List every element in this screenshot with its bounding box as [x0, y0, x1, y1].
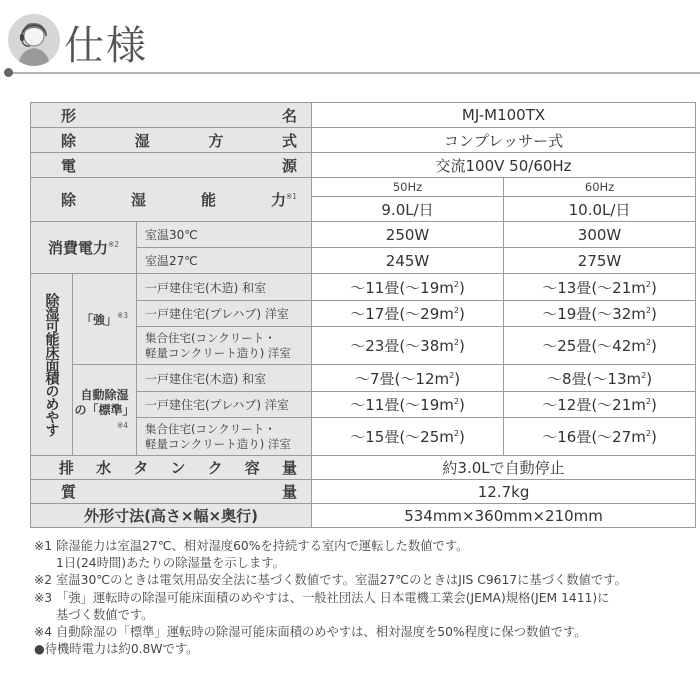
consumption-label-cell — [31, 222, 137, 274]
standard-1-50hz: ～11畳$(\sim 19m^2)$ — [312, 392, 504, 418]
area-label: 除湿可能床面積のめやす — [43, 293, 60, 436]
footnote-2: ※2 室温30℃のときは電気用品安全法に基づく数値です。室温27℃のときはJIS C9617に基づく数値です。 — [34, 573, 627, 588]
standard-house-2-cell — [137, 418, 312, 456]
strong-house-2-cell — [137, 327, 312, 365]
standby-power-note: ● 待機時電力は約0.8Wです。 — [34, 642, 199, 657]
consumption-cond-30: 室温30℃ — [137, 222, 312, 248]
size-value: 534mm×360mm×210mm — [312, 504, 696, 528]
size-label: 外形寸法(高さ×幅×奥行) — [84, 507, 258, 525]
row-area-strong-0 — [31, 274, 696, 301]
area-label-cell — [31, 274, 73, 456]
row-weight — [31, 480, 696, 504]
strong-0-50hz: ～11畳$(\sim 19m^2)$ — [312, 274, 504, 301]
strong-label-cell — [73, 274, 137, 365]
capacity-note: ※1 — [285, 192, 298, 201]
row-power-source — [31, 153, 696, 178]
capacity-label-cell — [31, 178, 312, 222]
consumption-27-50hz: 245W — [312, 248, 504, 274]
standard-2-60hz: ～16畳$(\sim 27m^2)$ — [504, 418, 696, 456]
standard-0-60hz: ～8畳$(\sim 13m^2)$ — [504, 365, 696, 392]
standard-house-1: 一戸建住宅(プレハブ) 洋室 — [137, 392, 312, 418]
weight-label: 質 量 — [61, 483, 298, 501]
consumption-cond-27: 室温27℃ — [137, 248, 312, 274]
strong-house-2b: 軽量コンクリート造り) 洋室 — [145, 345, 291, 360]
method-value: コンプレッサー式 — [312, 128, 696, 153]
consumption-27-60hz: 275W — [504, 248, 696, 274]
footnotes — [34, 538, 696, 658]
row-tank — [31, 456, 696, 480]
method-label-cell — [31, 128, 312, 153]
strong-2-50hz: ～23畳$(\sim 38m^2)$ — [312, 327, 504, 365]
spec-table — [30, 102, 696, 528]
standard-note: ※4 — [116, 420, 128, 430]
method-label: 除 湿 方 式 — [61, 131, 298, 150]
header-divider-dot — [4, 68, 13, 77]
hz50-header: 50Hz — [312, 178, 504, 197]
consumption-30-50hz: 250W — [312, 222, 504, 248]
strong-label: 「強」 — [80, 313, 117, 327]
strong-house-1: 一戸建住宅(プレハブ) 洋室 — [137, 301, 312, 327]
consumption-note: ※2 — [107, 240, 120, 249]
row-size — [31, 504, 696, 528]
footnote-4: ※4 自動除湿の「標準」運転時の除湿可能床面積のめやすは、相対湿度を50%程度に保つ数値です。 — [34, 625, 587, 640]
model-value: MJ-M100TX — [312, 103, 696, 128]
page-title: 仕様 — [64, 23, 148, 69]
strong-1-50hz: ～17畳$(\sim 29m^2)$ — [312, 301, 504, 327]
standard-0-50hz: ～7畳$(\sim 12m^2)$ — [312, 365, 504, 392]
hz60-header: 60Hz — [504, 178, 696, 197]
tank-value: 約3.0Lで自動停止 — [312, 456, 696, 480]
weight-value: 12.7kg — [312, 480, 696, 504]
strong-house-0: 一戸建住宅(木造) 和室 — [137, 274, 312, 301]
footnote-1: ※1 除湿能力は室温27℃、相対湿度60%を持続する室内で運転した数値です。 1日(24時間)あたりの除湿量を示します。 — [34, 539, 469, 571]
consumption-30-60hz: 300W — [504, 222, 696, 248]
strong-0-60hz: ～13畳$(\sim 21m^2)$ — [504, 274, 696, 301]
model-label: 形 名 — [61, 106, 298, 125]
support-staff-avatar-icon — [8, 14, 60, 66]
standard-label-1: 自動除湿 — [80, 387, 129, 402]
row-consumption-30 — [31, 222, 696, 248]
standard-house-2b: 軽量コンクリート造り) 洋室 — [145, 436, 291, 451]
power-source-value: 交流100V 50/60Hz — [312, 153, 696, 178]
power-source-label-cell — [31, 153, 312, 178]
row-method — [31, 128, 696, 153]
strong-note: ※3 — [116, 311, 129, 320]
strong-2-60hz: ～25畳$(\sim 42m^2)$ — [504, 327, 696, 365]
footnote-3: ※3 「強」運転時の除湿可能床面積のめやすは、一般社団法人 日本電機工業会(JEMA)規格(JEM 1411)に 基づく数値です。 — [34, 590, 610, 622]
row-capacity-hz — [31, 178, 696, 197]
capacity-label: 除 湿 能 力※1 — [61, 191, 298, 209]
tank-label-cell — [31, 456, 312, 480]
row-area-standard-0 — [31, 365, 696, 392]
capacity-60hz: 10.0L/日 — [504, 197, 696, 222]
standard-label-2: の「標準」 — [74, 402, 135, 417]
strong-house-2: 集合住宅(コンクリート・ — [145, 330, 276, 345]
standard-label-cell — [73, 365, 137, 456]
capacity-50hz: 9.0L/日 — [312, 197, 504, 222]
standard-house-0: 一戸建住宅(木造) 和室 — [137, 365, 312, 392]
standard-2-50hz: ～15畳$(\sim 25m^2)$ — [312, 418, 504, 456]
row-model — [31, 103, 696, 128]
power-source-label: 電 源 — [61, 156, 298, 175]
standard-1-60hz: ～12畳$(\sim 21m^2)$ — [504, 392, 696, 418]
size-label-cell — [31, 504, 312, 528]
model-label-cell — [31, 103, 312, 128]
tank-label: 排 水 タ ン ク 容 量 — [59, 459, 297, 477]
header-divider — [8, 72, 700, 74]
consumption-label: 消費電力 — [47, 239, 108, 257]
standard-house-2: 集合住宅(コンクリート・ — [145, 421, 276, 436]
strong-1-60hz: ～19畳$(\sim 32m^2)$ — [504, 301, 696, 327]
weight-label-cell — [31, 480, 312, 504]
